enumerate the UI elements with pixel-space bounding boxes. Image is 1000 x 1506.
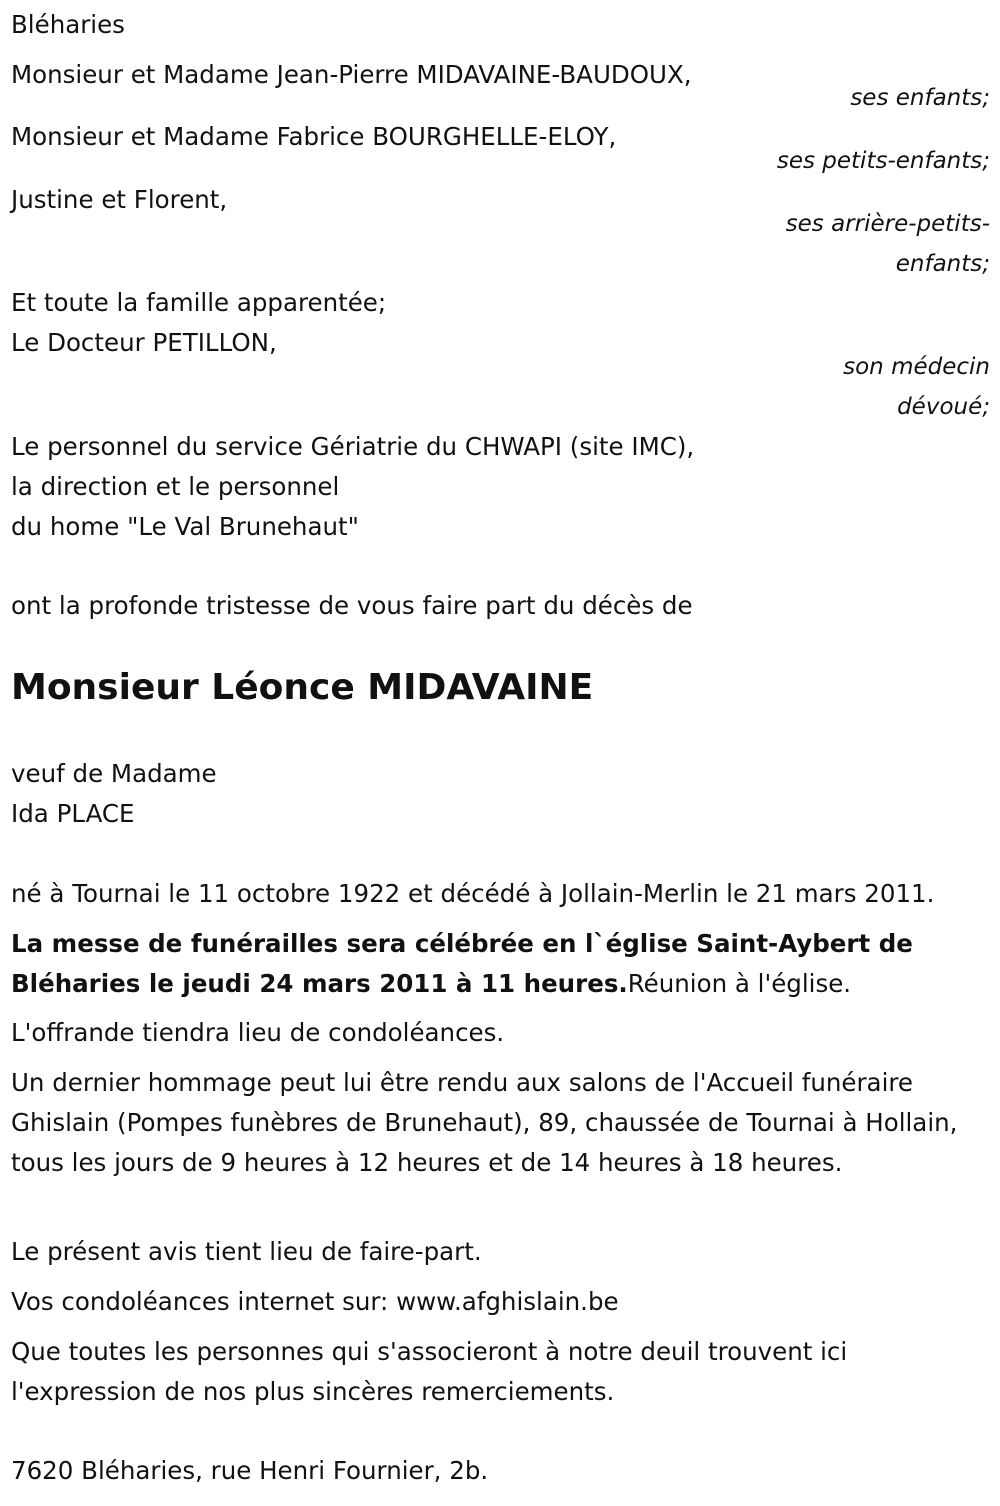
funeral-meeting: Réunion à l'église. (627, 969, 852, 998)
staff-line: Le personnel du service Gériatrie du CHWAPI (site IMC), (11, 432, 695, 461)
family-member-relation: ses enfants; (850, 85, 990, 111)
birth-death-dates: né à Tournai le 11 octobre 1922 et décédé à Jollain-Merlin le 21 mars 2011. (11, 879, 935, 908)
family-member-relation: ses petits-enfants; (776, 148, 990, 174)
condolences-line: Vos condoléances internet sur: www.afghislain.be (11, 1287, 619, 1316)
widower-line: veuf de Madame (11, 759, 217, 788)
family-member-name: Justine et Florent, (11, 185, 228, 214)
doctor-name: Le Docteur PETILLON, (11, 328, 277, 357)
family-rest: Et toute la famille apparentée; (11, 288, 387, 317)
funeral-paragraph (11, 924, 993, 1004)
thanks-paragraph: Que toutes les personnes qui s'associeront à notre deuil trouvent ici l'expression de nos plus sincères remerciements. (11, 1337, 848, 1406)
widower-line: Ida PLACE (11, 799, 135, 828)
announcement: ont la profonde tristesse de vous faire part du décès de (11, 591, 693, 620)
staff-line: la direction et le personnel (11, 472, 340, 501)
staff-line: du home "Le Val Brunehaut" (11, 512, 359, 541)
doctor-relation: dévoué; (897, 394, 990, 420)
family-member-relation: enfants; (895, 251, 990, 277)
family-member-name: Monsieur et Madame Jean-Pierre MIDAVAINE-BAUDOUX, (11, 60, 692, 89)
deceased-name: Monsieur Léonce MIDAVAINE (11, 667, 594, 708)
address-line: 7620 Bléharies, rue Henri Fournier, 2b. (11, 1456, 489, 1485)
offering-line: L'offrande tiendra lieu de condoléances. (11, 1018, 505, 1047)
family-member-name: Monsieur et Madame Fabrice BOURGHELLE-ELOY, (11, 122, 617, 151)
place-heading: Bléharies (11, 10, 125, 39)
homage-paragraph: Un dernier hommage peut lui être rendu aux salons de l'Accueil funéraire Ghislain (Pompes funèbres de Brunehaut), 89, chaussée de Tournai à Hollain, tous les jours de 9 heures à 12 heures et de 14 heures à 18 heures. (11, 1068, 958, 1177)
family-member-relation: ses arrière-petits- (785, 211, 990, 237)
doctor-relation: son médecin (843, 354, 990, 380)
funeral-details: La messe de funérailles sera célébrée en l`église Saint-Aybert de Bléharies le jeudi 24 mars 2011 à 11 heures. (11, 929, 913, 998)
notice-line: Le présent avis tient lieu de faire-part. (11, 1237, 482, 1266)
